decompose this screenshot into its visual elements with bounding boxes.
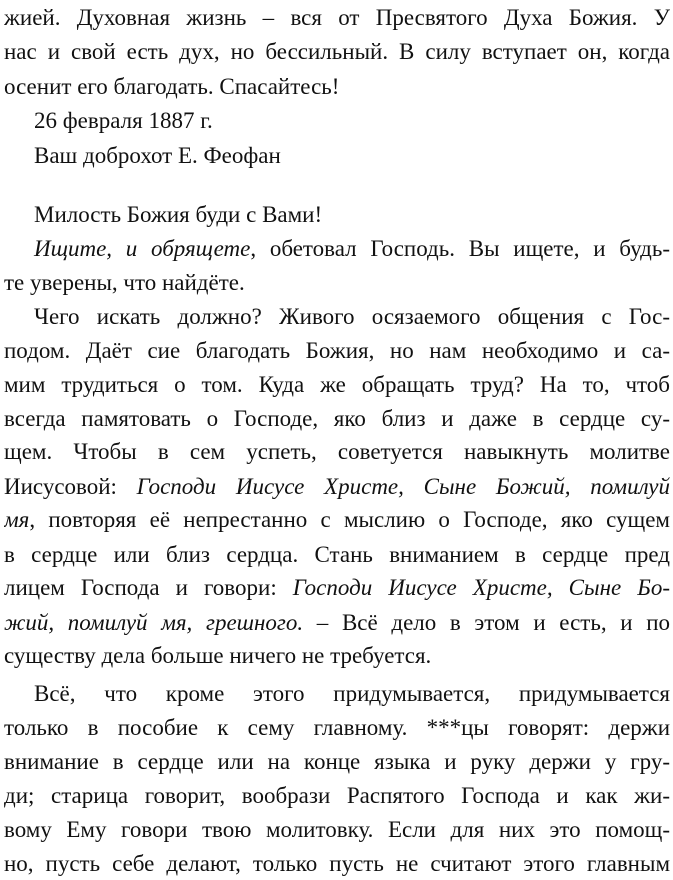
text-line: те уверены, что найдёте. — [4, 270, 245, 296]
greeting-line: Милость Божия буди с Вами! — [34, 202, 323, 228]
text-line: только в пособие к сему главному. ***цы говорят: держи — [4, 715, 670, 741]
text-span: Иисусовой: — [4, 473, 137, 499]
text-line: осенит его благодать. Спасайтесь! — [4, 73, 340, 99]
italic-prayer: мя — [4, 507, 30, 533]
text-line — [4, 233, 670, 265]
text-span: – Всё дело в этом и есть, и по — [303, 609, 670, 635]
date-line: 26 февраля 1887 г. — [34, 108, 213, 134]
italic-prayer: жий, помилуй мя, грешного. — [4, 609, 304, 635]
italic-quote: Ищите, и обрящете — [34, 235, 251, 261]
text-line: мим трудиться о том. Куда же обращать труд? На то, чтоб — [4, 371, 670, 397]
text-line — [4, 504, 670, 536]
text-line: Всё, что кроме этого придумывается, придумывается — [34, 680, 670, 706]
text-span: лицем Господа и говори: — [4, 575, 293, 601]
text-line: в сердце или близ сердца. Стань вниманием в сердце пред — [4, 541, 670, 567]
text-line: вому Ему говори твою молитовку. Если для них это помощ- — [4, 816, 670, 842]
signature-line: Ваш доброхот Е. Феофан — [34, 142, 281, 168]
text-span: , повторяя её непрестанно с мыслию о Господе, яко сущем — [29, 507, 670, 533]
text-line: нас и свой есть дух, но бессильный. В силу вступает он, когда — [4, 39, 670, 65]
text-line: щем. Чтобы в сем успеть, советуется навыкнуть молитве — [4, 439, 670, 465]
text-line — [4, 471, 670, 503]
text-line: существу дела больше ничего не требуется. — [4, 643, 432, 669]
text-line: но, пусть себе делают, только пусть не считают этого главным — [4, 851, 670, 876]
text-line: Чего искать должно? Живого осязаемого общения с Гос- — [34, 303, 670, 329]
text-line: ди; старица говорит, вообрази Распятого Господа и как жи- — [4, 783, 670, 809]
italic-prayer: Господи Иисусе Христе, Сыне Божий, помилуй — [136, 473, 670, 499]
text-line: внимание в сердце или на конце языка и руку держи у гру- — [4, 748, 670, 774]
text-line: всегда памятовать о Господе, яко близ и даже в сердце су- — [4, 405, 670, 431]
text-line — [4, 572, 670, 604]
text-span: , обетовал Господь. Вы ищете, и будь- — [250, 235, 670, 261]
text-line: подом. Даёт сие благодать Божия, но нам необходимо и са- — [4, 338, 670, 364]
text-line — [4, 607, 670, 639]
italic-prayer: Господи Иисусе Христе, Сыне Бо- — [292, 575, 670, 601]
text-line: жией. Духовная жизнь – вся от Пресвятого Духа Божия. У — [4, 5, 670, 30]
